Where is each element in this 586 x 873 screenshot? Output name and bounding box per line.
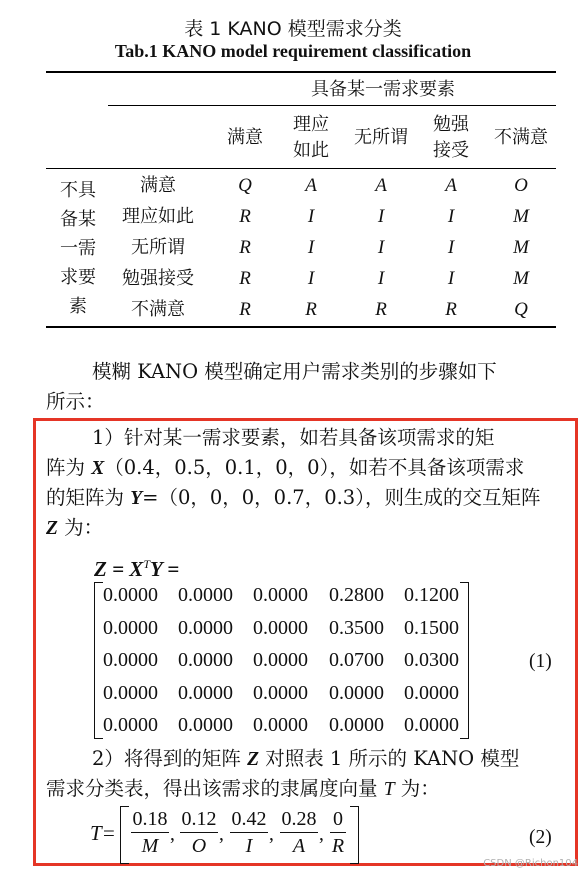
- step1-line-2: 阵为 X（0.4，0.5，0.1，0，0），如若不具备该项需求: [46, 456, 525, 479]
- table-cell: I: [307, 237, 315, 258]
- membership-fraction: [180, 806, 218, 859]
- table-cell: I: [447, 268, 455, 289]
- matrix-left-bracket: [94, 582, 103, 739]
- matrix-y-symbol: Y: [130, 488, 143, 509]
- table-cell: I: [307, 268, 315, 289]
- row-group-label-line: 备某: [60, 209, 96, 230]
- matrix-cell: 0.0000: [103, 584, 158, 606]
- matrix-cell: 0.0000: [103, 616, 158, 639]
- vector-right-bracket: [350, 806, 359, 864]
- matrix-right-bracket: [460, 582, 469, 739]
- equation1-number: (1): [529, 651, 552, 672]
- matrix-cell: 0.0000: [253, 584, 308, 606]
- matrix-z-symbol: Z: [46, 518, 58, 539]
- fraction-denominator: M: [141, 835, 159, 857]
- equation2-lhs: T=: [90, 821, 116, 845]
- table-bottom-rule: [46, 326, 556, 328]
- matrix-cell: 0.0000: [253, 649, 308, 671]
- step1-line-4: Z 为：: [46, 516, 104, 539]
- table-cell: Q: [514, 299, 528, 320]
- table-title-cn: 表 1 KANO 模型需求分类: [184, 18, 402, 40]
- table-cell: M: [513, 206, 529, 227]
- table-cell: I: [377, 237, 385, 258]
- table-cell: I: [307, 206, 315, 227]
- column-header: 满意: [227, 127, 263, 148]
- fraction-denominator: I: [245, 835, 253, 857]
- table-cell: A: [305, 175, 317, 196]
- header-bottom-rule: [46, 168, 556, 169]
- step1-line-3: 的矩阵为 Y=（0，0，0，0.7，0.3），则生成的交互矩阵: [46, 486, 541, 509]
- column-header: 无所谓: [354, 127, 408, 148]
- fraction-numerator: 0.42: [230, 806, 268, 833]
- fraction-separator: ,: [219, 824, 224, 845]
- intro-line-1: 模糊 KANO 模型确定用户需求类别的步骤如下: [92, 360, 497, 383]
- header-group-rule: [108, 105, 556, 106]
- row-group-label-line: 素: [69, 296, 87, 317]
- table-cell: I: [377, 268, 385, 289]
- matrix-cell: 0.1200: [404, 584, 459, 606]
- step2-line-1: 2）将得到的矩阵 Z 对照表 1 所示的 KANO 模型: [92, 747, 520, 770]
- matrix-cell: 0.0000: [404, 714, 459, 736]
- matrix-cell: 0.0000: [178, 681, 233, 704]
- table-top-rule: [46, 71, 556, 73]
- row-label: 理应如此: [122, 206, 194, 227]
- table-cell: R: [305, 299, 317, 320]
- row-label: 勉强接受: [122, 268, 194, 289]
- fraction-denominator: O: [191, 835, 207, 857]
- group-header: 具备某一需求要素: [311, 79, 455, 100]
- table-title-en: Tab.1 KANO model requirement classification: [114, 41, 472, 61]
- intro-line-2: 所示：: [46, 390, 105, 413]
- table-cell: I: [447, 237, 455, 258]
- equation1-lhs: $Z = X^TY$ =: [94, 557, 180, 581]
- matrix-cell: 0.0700: [329, 649, 384, 671]
- membership-fraction: [280, 806, 318, 859]
- table-cell: R: [239, 299, 251, 320]
- row-label: 满意: [140, 175, 176, 196]
- column-header: 不满意: [494, 127, 548, 148]
- matrix-cell: 0.0000: [329, 714, 384, 736]
- matrix-cell: 0.0000: [103, 714, 158, 736]
- row-group-label-line: 一需: [60, 238, 96, 259]
- step1-line-1: 1）针对某一需求要素，如若具备该项需求的矩: [92, 426, 495, 449]
- matrix-x-symbol: X: [91, 458, 105, 479]
- matrix-cell: 0.0000: [253, 616, 308, 639]
- matrix-cell: 0.0300: [404, 649, 459, 671]
- vector-t-symbol: T: [383, 779, 395, 800]
- row-label: 不满意: [131, 299, 185, 320]
- table-cell: M: [513, 268, 529, 289]
- row-label: 无所谓: [131, 237, 185, 258]
- membership-fraction: [131, 806, 169, 859]
- matrix-cell: 0.0000: [103, 649, 158, 671]
- row-group-label-line: 不具: [60, 180, 96, 201]
- fraction-numerator: 0: [330, 806, 346, 833]
- matrix-cell: 0.0000: [404, 681, 459, 704]
- matrix-cell: 0.2800: [329, 584, 384, 606]
- vector-left-bracket: [120, 806, 129, 864]
- matrix-cell: 0.0000: [178, 584, 233, 606]
- table-cell: M: [513, 237, 529, 258]
- table-cell: I: [447, 206, 455, 227]
- fraction-denominator: A: [292, 835, 306, 857]
- fraction-denominator: R: [331, 835, 345, 857]
- matrix-z-symbol-2: Z: [247, 749, 260, 770]
- matrix-cell: 0.0000: [253, 681, 308, 704]
- step2-line-2: 需求分类表，得出该需求的隶属度向量 T 为：: [46, 777, 440, 800]
- equation2-number: (2): [529, 827, 552, 848]
- fraction-separator: ,: [170, 824, 175, 845]
- fraction-numerator: 0.12: [180, 806, 218, 833]
- matrix-cell: 0.0000: [103, 681, 158, 704]
- table-cell: R: [239, 206, 251, 227]
- table-cell: R: [239, 268, 251, 289]
- table-cell: I: [377, 206, 385, 227]
- matrix-cell: 0.1500: [404, 616, 459, 639]
- column-header: 理应 如此: [293, 114, 329, 161]
- membership-fraction: [230, 806, 268, 859]
- table-cell: A: [375, 175, 387, 196]
- matrix-cell: 0.0000: [178, 616, 233, 639]
- matrix-cell: 0.0000: [178, 714, 233, 736]
- table-cell: R: [445, 299, 457, 320]
- column-header: 勉强 接受: [433, 114, 469, 161]
- fraction-numerator: 0.28: [280, 806, 318, 833]
- row-group-label-line: 求要: [60, 267, 96, 288]
- matrix-cell: 0.0000: [178, 649, 233, 671]
- table-cell: O: [514, 175, 528, 196]
- matrix-cell: 0.0000: [253, 714, 308, 736]
- fraction-separator: ,: [319, 824, 324, 845]
- membership-fraction: [330, 806, 346, 859]
- table-cell: A: [445, 175, 457, 196]
- matrix-cell: 0.0000: [329, 681, 384, 704]
- table-cell: R: [239, 237, 251, 258]
- fraction-separator: ,: [269, 824, 274, 845]
- table-cell: R: [375, 299, 387, 320]
- matrix-cell: 0.3500: [329, 616, 384, 639]
- table-cell: Q: [238, 175, 252, 196]
- fraction-numerator: 0.18: [131, 806, 169, 833]
- watermark: CSDN @Richon104: [483, 858, 578, 869]
